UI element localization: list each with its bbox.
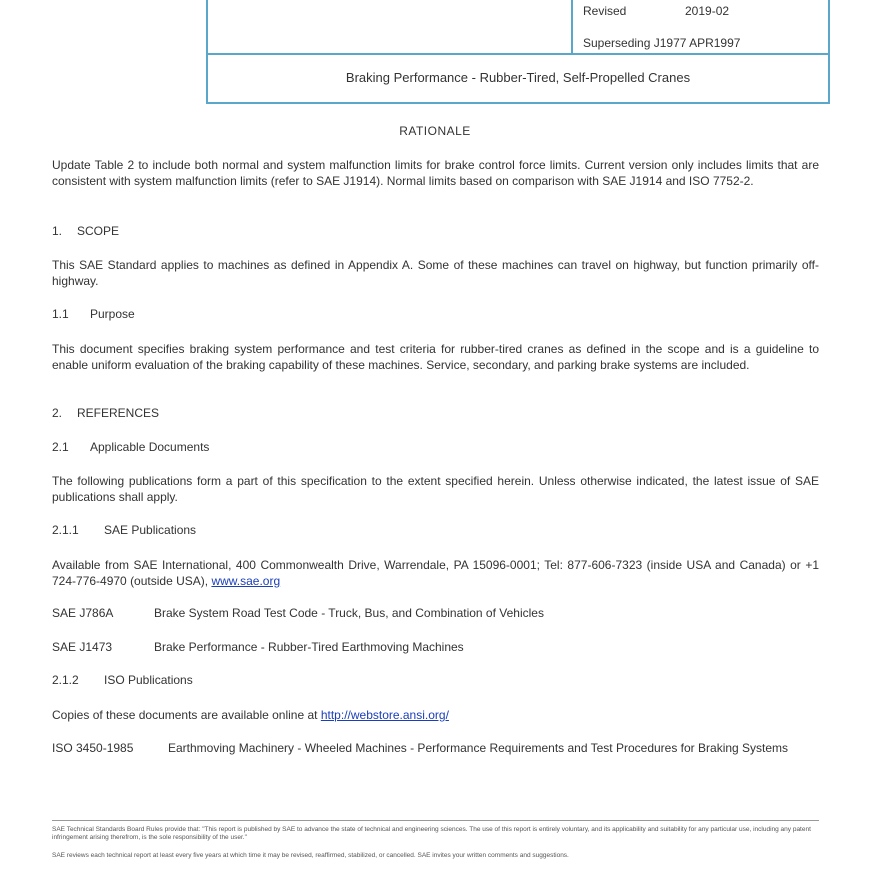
revised-label: Revised	[583, 4, 627, 18]
superseding-note: Superseding J1977 APR1997	[583, 36, 741, 50]
section-title: SCOPE	[77, 224, 120, 238]
footer-rule	[52, 820, 819, 821]
footer-review-note: SAE reviews each technical report at least every five years at which time it may be revised, reaffirmed, stabilized, or cancelled. SAE invites your written comments and suggestions.	[52, 852, 569, 859]
reference-item	[52, 640, 464, 654]
section-title: Applicable Documents	[90, 440, 210, 454]
section-title: Purpose	[90, 307, 135, 321]
document-title: Braking Performance - Rubber-Tired, Self-Propelled Cranes	[345, 70, 691, 85]
section-number: 1.1	[52, 307, 69, 321]
section-2-heading	[52, 406, 159, 420]
section-number: 2.1.1	[52, 523, 79, 537]
footer-board-rules: SAE Technical Standards Board Rules provide that: "This report is published by SAE to advance the state of technical and engineering sciences. The use of this report is entirely voluntary, and its applicability and suitability for any particular use, including any patent infringement arising therefrom, is the sole responsibility of the user."	[52, 826, 811, 841]
rationale-text: Update Table 2 to include both normal and system malfunction limits for brake control force limits. Current version only includes limits that are consistent with system malfunction limits (refer to SAE J1914). Normal limits based on comparison with SAE J1914 and ISO 7752-2.	[52, 158, 819, 188]
sae-availability-text	[52, 557, 819, 589]
reference-item	[52, 740, 819, 756]
rationale-heading: RATIONALE	[399, 124, 471, 138]
header-divider-vertical	[571, 0, 573, 54]
reference-title: Earthmoving Machinery - Wheeled Machines - Performance Requirements and Test Procedures for Braking Systems	[168, 741, 789, 755]
section-number: 2.	[52, 406, 63, 420]
section-1-1-heading	[52, 307, 135, 321]
reference-code: ISO 3450-1985	[52, 741, 134, 755]
ansi-webstore-link[interactable]: http://webstore.ansi.org/	[320, 708, 449, 722]
iso-availability-text	[52, 707, 819, 723]
reference-code: SAE J786A	[52, 606, 114, 620]
header-box	[206, 0, 830, 104]
reference-title: Brake Performance - Rubber-Tired Earthmoving Machines	[154, 640, 464, 654]
section-title: SAE Publications	[104, 523, 197, 537]
reference-title: Brake System Road Test Code - Truck, Bus, and Combination of Vehicles	[154, 606, 544, 620]
reference-code: SAE J1473	[52, 640, 113, 654]
section-2-1-2-heading	[52, 673, 193, 687]
iso-availability-sentence: Copies of these documents are available online at	[52, 708, 318, 722]
applicable-text: The following publications form a part of this specification to the extent specified herein. Unless otherwise indicated, the latest issue of SAE publications shall apply.	[52, 474, 819, 504]
reference-item	[52, 606, 544, 620]
section-2-1-1-heading	[52, 523, 196, 537]
section-title: ISO Publications	[104, 673, 193, 687]
section-1-heading	[52, 224, 119, 238]
scope-text: This SAE Standard applies to machines as defined in Appendix A. Some of these machines can travel on highway, but function primarily off-highway.	[52, 258, 819, 288]
header-divider-horizontal	[208, 53, 828, 55]
section-number: 2.1.2	[52, 673, 79, 687]
revised-date: 2019-02	[685, 4, 730, 18]
section-2-1-heading	[52, 440, 209, 454]
purpose-text: This document specifies braking system performance and test criteria for rubber-tired cranes as defined in the scope and is a guideline to enable uniform evaluation of the braking capability of these machines. Service, secondary, and parking brake systems are included.	[52, 342, 819, 372]
section-number: 2.1	[52, 440, 69, 454]
sae-availability-sentence: Available from SAE International, 400 Commonwealth Drive, Warrendale, PA 15096-0001; Tel: 877-606-7323 (inside USA and Canada) or +1 724-776-4970 (outside USA),	[52, 558, 819, 588]
section-title: REFERENCES	[77, 406, 160, 420]
sae-website-link[interactable]: www.sae.org	[211, 574, 281, 588]
section-number: 1.	[52, 224, 63, 238]
